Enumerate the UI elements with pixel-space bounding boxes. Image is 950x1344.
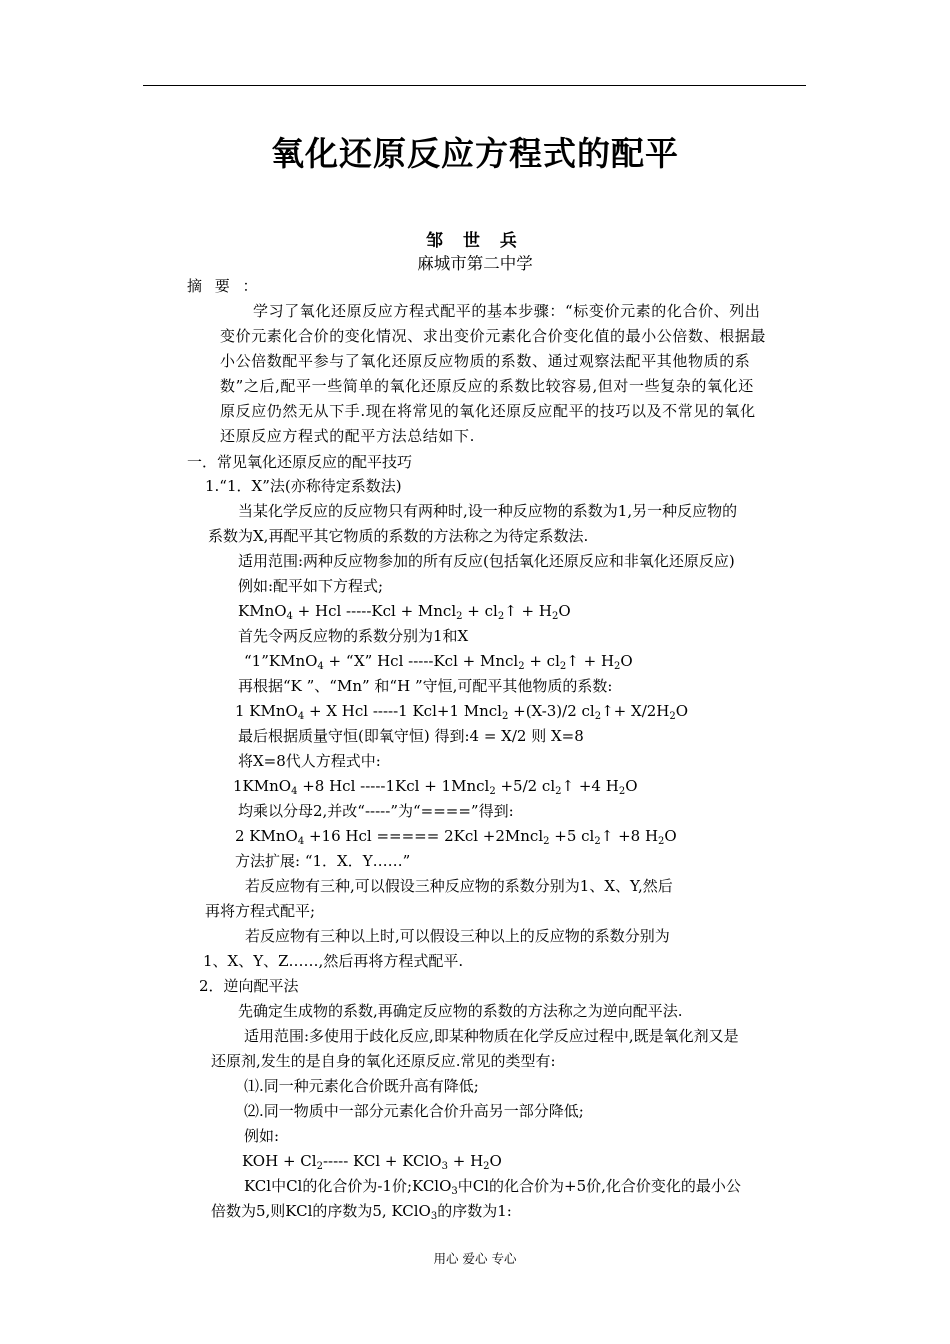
abstract-line: 小公倍数配平参与了氧化还原反应物质的系数、通过观察法配平其他物质的系: [220, 352, 751, 370]
example-label: 例如:配平如下方程式;: [238, 577, 384, 595]
abstract-line: 学习了氧化还原反应方程式配平的基本步骤：“标变价元素的化合价、列出: [253, 302, 761, 320]
type-line: ⑴.同一种元素化合价既升高有降低;: [244, 1077, 479, 1095]
paragraph-line: 再将方程式配平;: [205, 902, 316, 920]
method2-heading: 2．逆向配平法: [199, 977, 299, 995]
abstract-label: 摘 要 ：: [187, 277, 262, 295]
example-label: 例如:: [244, 1127, 280, 1145]
paragraph-line: 系数为X,再配平其它物质的系数的方法称之为待定系数法.: [208, 527, 589, 545]
scope-line: 适用范围:两种反应物参加的所有反应(包括氧化还原反应和非氧化还原反应): [238, 552, 735, 570]
method-extension: 方法扩展: “1．X．Y‥‥‥”: [235, 852, 411, 870]
scope-line: 适用范围:多使用于歧化反应,即某种物质在化学反应过程中,既是氧化剂又是: [244, 1027, 739, 1045]
scope-line: 还原剂,发生的是自身的氧化还原反应.常见的类型有:: [211, 1052, 556, 1070]
equation: KOH + $Cl_2-----$ KCl + KClO$_3$ + $H_2O$: [242, 1152, 502, 1172]
paragraph-line: KCl中Cl的化合价为-1价;KClO$_3$中Cl的化合价为+5价,化合价变化的最小公: [244, 1177, 741, 1197]
paragraph-line: 若反应物有三种以上时,可以假设三种以上的反应物的系数分别为: [245, 927, 670, 945]
paragraph-line: 先确定生成物的系数,再确定反应物的系数的方法称之为逆向配平法.: [238, 1002, 683, 1020]
equation: KMnO$_4$ + Hcl -----Kcl + Mncl$_2$ + $cl_2↑ + H_2O$: [238, 602, 571, 622]
author-name: 邹 世 兵: [426, 231, 524, 251]
abstract-line: 原反应仍然无从下手.现在将常见的氧化还原反应配平的技巧以及不常见的氧化: [220, 402, 756, 420]
paragraph-line: 若反应物有三种,可以假设三种反应物的系数分别为1、X、Y,然后: [245, 877, 673, 895]
step-line: 将X=8代人方程式中:: [238, 752, 381, 770]
page-footer: 用心 爱心 专心: [433, 1251, 517, 1266]
step-line: 首先令两反应物的系数分别为1和X: [238, 627, 469, 645]
equation: 1 KMnO$_4$ + X Hcl -----1 Kcl+1 Mncl$_2$ +(X-3)/2 $cl_2↑+ X/2H_2O$: [235, 702, 689, 722]
author-school: 麻城市第二中学: [417, 254, 533, 273]
method1-heading: 1.“1．X”法(亦称待定系数法): [205, 477, 402, 495]
abstract-line: 变价元素化合价的变化情况、求出变价元素化合价变化值的最小公倍数、根据最: [220, 327, 767, 345]
section-heading: 一．常见氧化还原反应的配平技巧: [187, 453, 413, 471]
step-line: 均乘以分母2,并改“-----”为“====”得到:: [238, 802, 514, 820]
paragraph-line: 1、X、Y、Z‥‥‥,然后再将方程式配平.: [203, 952, 464, 970]
type-line: ⑵.同一物质中一部分元素化合价升高另一部分降低;: [244, 1102, 584, 1120]
equation: 2 KMnO$_4$ +16 Hcl ===== 2Kcl +2Mncl$_2$ +5 $cl_2↑ +8$ $H_2O$: [235, 827, 677, 847]
abstract-line: 还原反应方程式的配平方法总结如下.: [220, 427, 475, 445]
page-title: 氧化还原反应方程式的配平: [271, 134, 679, 173]
header-rule: [143, 85, 806, 86]
step-line: 最后根据质量守恒(即氧守恒) 得到:4 = X/2 则 X=8: [238, 727, 584, 745]
equation: 1KMnO$_4$ +8 Hcl -----1Kcl + 1Mncl$_2$ +5/2 $cl_2↑ +4$ $H_2O$: [233, 777, 638, 797]
equation: “1”KMnO$_4$ + “X” Hcl -----Kcl + Mncl$_2$ + $cl_2↑ + H_2O$: [244, 652, 633, 672]
step-line: 再根据“K ”、“Mn” 和“H ”守恒,可配平其他物质的系数:: [238, 677, 613, 695]
paragraph-line: 当某化学反应的反应物只有两种时,设一种反应物的系数为1,另一种反应物的: [238, 502, 738, 520]
abstract-line: 数”之后,配平一些简单的氧化还原反应的系数比较容易,但对一些复杂的氧化还: [220, 377, 754, 395]
paragraph-line: 倍数为5,则KCl的序数为5, KClO$_3$的序数为1:: [211, 1202, 512, 1222]
